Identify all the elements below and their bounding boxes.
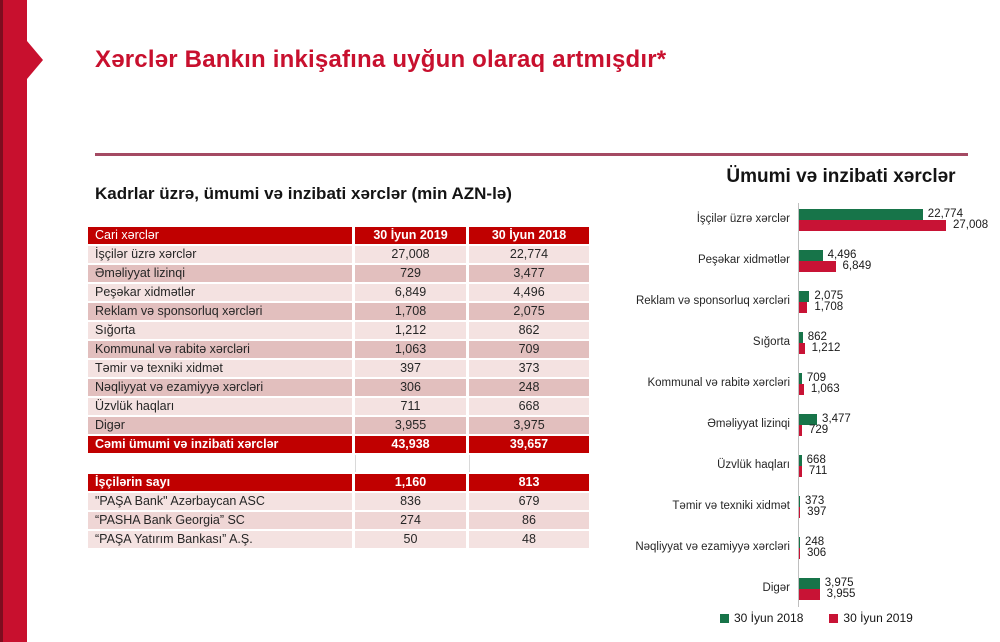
category-label: Əməliyyat lizinqi [707,418,790,430]
bar-group [798,455,827,477]
value-2018: 248 [469,379,589,396]
value-2019: 1,708 [355,303,466,320]
value-2018: 86 [469,512,589,529]
bar-value-label: 373 [805,495,825,507]
chart-row [620,199,992,240]
chart-row [620,568,992,609]
bar-2018 [798,578,820,589]
col-header-label: Cari xərclər [88,227,352,244]
bar-group [798,209,988,231]
slide-title: Xərclər Bankın inkişafına uyğun olaraq artmışdır* [95,46,667,73]
expenses-table [88,227,588,548]
value-2018: 48 [469,531,589,548]
headcount-header-label: İşçilərin sayı [88,474,352,491]
bar-value-label: 1,212 [811,342,841,354]
value-2018: 22,774 [469,246,589,263]
category-label: Təmir və texniki xidmət [672,500,790,512]
bar-value-label: 6,849 [842,260,872,272]
bar-2019 [798,302,807,313]
category-label: Digər [762,582,790,594]
bar-group [798,414,851,436]
bar-value-label: 248 [805,536,825,548]
row-label: “PAŞA Yatırım Bankası” A.Ş. [88,531,352,548]
bar-value-label: 729 [808,424,829,436]
row-label: “PASHA Bank Georgia” SC [88,512,352,529]
value-2018: 668 [469,398,589,415]
ribbon-arrow-icon [27,41,43,79]
value-2018: 3,975 [469,417,589,434]
chart-row [620,363,992,404]
bar-value-label: 27,008 [953,219,989,231]
row-label: Sığorta [88,322,352,339]
legend-item-2018 [720,611,803,625]
bar-value-label: 306 [807,547,827,559]
value-2018: 3,477 [469,265,589,282]
col-header-2018: 30 İyun 2018 [469,227,589,244]
bar-value-label: 397 [807,506,827,518]
row-label: Üzvlük haqları [88,398,352,415]
bar-group [798,250,871,272]
value-2019: 306 [355,379,466,396]
table-section-title: Kadrlar üzrə, ümumi və inzibati xərclər (min AZN-lə) [95,184,512,203]
bar-2019 [798,589,820,600]
value-2019: 711 [355,398,466,415]
total-2019: 43,938 [355,436,466,453]
legend-item-2019 [829,611,912,625]
category-label: Peşəkar xidmətlər [697,254,790,266]
legend-label-2019: 30 İyun 2019 [843,611,913,625]
bar-group [798,373,840,395]
bar-value-label: 22,774 [927,208,963,220]
bar-value-label: 1,708 [814,301,844,313]
bar-value-label: 3,975 [824,577,854,589]
bar-value-label: 4,496 [827,249,857,261]
red-ribbon [3,0,27,642]
value-2019: 397 [355,360,466,377]
chart-row [620,281,992,322]
spacer-cell [469,455,589,472]
total-row-label: Cəmi ümumi və inzibati xərclər [88,436,352,453]
bar-value-label: 3,477 [822,413,851,425]
bar-value-label: 711 [808,465,828,477]
row-label: Reklam və sponsorluq xərcləri [88,303,352,320]
bar-value-label: 709 [806,372,827,384]
bar-2018 [798,414,817,425]
bar-group [798,291,843,313]
value-2018: 2,075 [469,303,589,320]
value-2018: 679 [469,493,589,510]
value-2019: 836 [355,493,466,510]
col-header-2019: 30 İyun 2019 [355,227,466,244]
chart-row [620,527,992,568]
chart-row [620,322,992,363]
title-divider [95,153,968,156]
chart-title: Ümumi və inzibati xərclər [726,166,956,187]
category-label: Nəqliyyat və ezamiyyə xərcləri [635,541,790,553]
bar-value-label: 3,955 [826,588,856,600]
chart-row [620,445,992,486]
bar-value-label: 862 [807,331,827,343]
bar-group [798,332,840,354]
bar-value-label: 668 [806,454,826,466]
value-2019: 50 [355,531,466,548]
bar-2018 [798,291,809,302]
value-2019: 3,955 [355,417,466,434]
bar-group [798,537,826,559]
chart-plot [620,199,992,609]
value-2018: 373 [469,360,589,377]
spacer-cell [88,455,352,472]
chart-row [620,486,992,527]
row-label: Əməliyyat lizinqi [88,265,352,282]
category-label: Üzvlük haqları [717,459,790,471]
spacer-cell [355,455,466,472]
total-2018: 39,657 [469,436,589,453]
value-2018: 4,496 [469,284,589,301]
headcount-total-2019: 1,160 [355,474,466,491]
chart-axis-line [798,203,799,607]
bar-value-label: 1,063 [810,383,840,395]
headcount-total-2018: 813 [469,474,589,491]
bar-2019 [798,261,836,272]
row-label: Nəqliyyat və ezamiyyə xərcləri [88,379,352,396]
legend-swatch-2018 [720,614,729,623]
value-2018: 709 [469,341,589,358]
value-2019: 1,212 [355,322,466,339]
bar-2019 [798,220,946,231]
value-2019: 729 [355,265,466,282]
row-label: Kommunal və rabitə xərcləri [88,341,352,358]
category-label: İşçilər üzrə xərclər [696,213,790,225]
bar-2018 [798,209,923,220]
value-2019: 6,849 [355,284,466,301]
value-2018: 862 [469,322,589,339]
legend-swatch-2019 [829,614,838,623]
bar-2018 [798,250,823,261]
value-2019: 27,008 [355,246,466,263]
chart-legend [720,611,992,625]
value-2019: 1,063 [355,341,466,358]
bar-value-label: 2,075 [814,290,844,302]
bar-group [798,578,855,600]
category-label: Kommunal və rabitə xərcləri [647,377,790,389]
value-2019: 274 [355,512,466,529]
category-label: Reklam və sponsorluq xərcləri [635,295,790,307]
row-label: Digər [88,417,352,434]
chart-row [620,240,992,281]
row-label: Təmir və texniki xidmət [88,360,352,377]
row-label: İşçilər üzrə xərclər [88,246,352,263]
legend-label-2018: 30 İyun 2018 [734,611,804,625]
chart-panel [620,165,992,631]
chart-row [620,404,992,445]
row-label: "PAŞA Bank" Azərbaycan ASC [88,493,352,510]
bar-group [798,496,826,518]
row-label: Peşəkar xidmətlər [88,284,352,301]
category-label: Sığorta [752,336,790,348]
